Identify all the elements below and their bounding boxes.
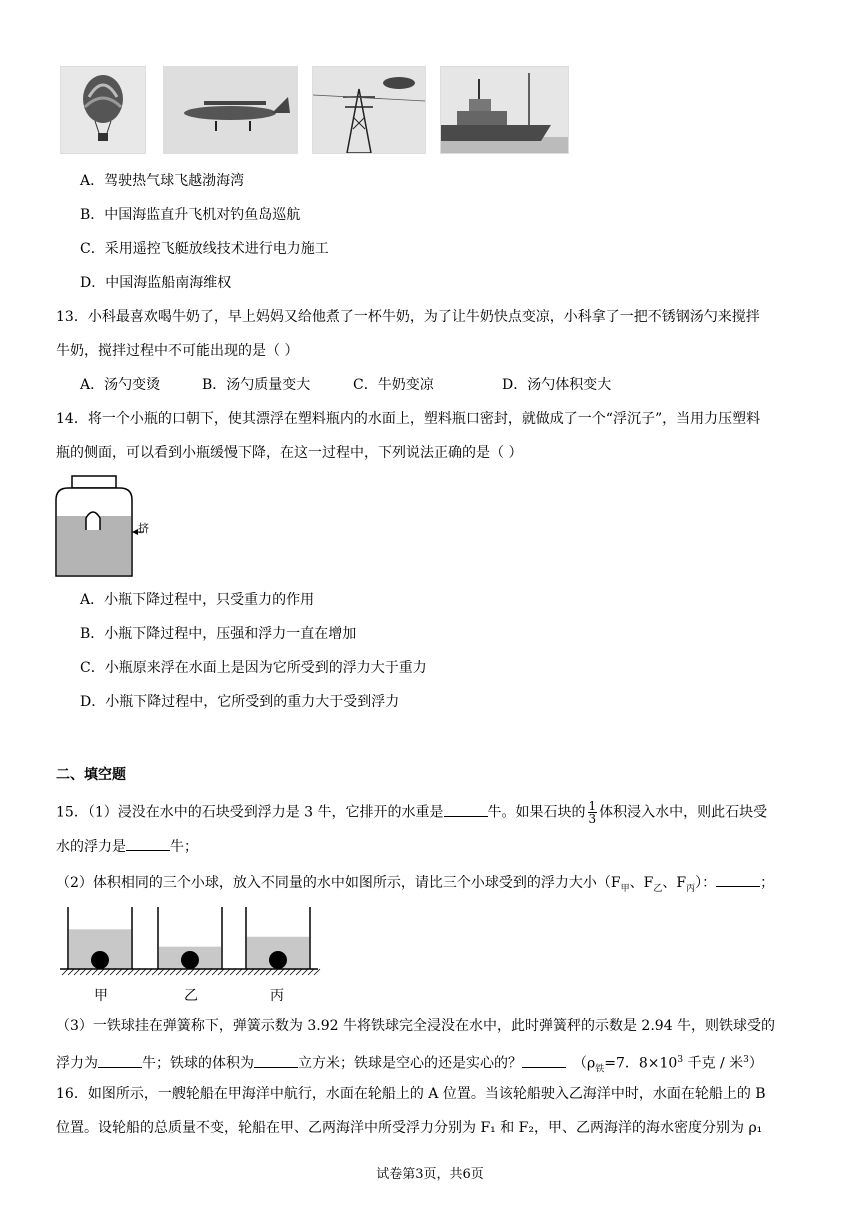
- fraction-one-third: [588, 800, 598, 825]
- ground-hatch: [146, 969, 152, 975]
- q13-option-d: D．汤勺体积变大: [502, 377, 612, 393]
- ground-hatch: [170, 969, 176, 975]
- ground-hatch: [62, 969, 68, 975]
- q15-blank-6[interactable]: [522, 1053, 566, 1068]
- subscript-yi: 乙: [653, 883, 663, 894]
- beaker-label-yi: 乙: [184, 988, 198, 1004]
- ground-hatch: [206, 969, 212, 975]
- q12-option-c: C．采用遥控飞艇放线技术进行电力施工: [80, 241, 329, 257]
- q15-blank-5[interactable]: [254, 1053, 298, 1068]
- fraction-numerator: 1: [588, 799, 597, 813]
- q12-option-d: D．中国海监船南海维权: [80, 275, 232, 291]
- q16-stem-line2: 位置。设轮船的总质量不变，轮船在甲、乙两海洋中所受浮力分别为 F₁ 和 F₂，甲、乙两海洋的海水密度分别为 ρ₁: [56, 1120, 763, 1136]
- q14-option-a: A．小瓶下降过程中，只受重力的作用: [80, 592, 315, 608]
- ball-yi: [181, 951, 199, 969]
- q12-option-b: B．中国海监直升飞机对钓鱼岛巡航: [80, 207, 301, 223]
- q15-p3-text-f: =7．8×10: [604, 1055, 678, 1072]
- q15-p3-text-g: 千克 / 米: [683, 1055, 744, 1072]
- q15-blank-1[interactable]: [444, 802, 488, 817]
- ground-hatch: [164, 969, 170, 975]
- q14-option-d: D．小瓶下降过程中，它所受到的重力大于受到浮力: [80, 694, 400, 710]
- q15-p3-text-d: 立方米；铁球是空心的还是实心的？: [298, 1055, 522, 1072]
- q15-p1-text-d: 水的浮力是: [56, 839, 126, 855]
- ground-hatch: [212, 969, 218, 975]
- rho-subscript: 铁: [595, 1064, 605, 1075]
- beaker-label-jia: 甲: [94, 988, 108, 1004]
- q15-blank-4[interactable]: [98, 1053, 142, 1068]
- ground-hatch: [98, 969, 104, 975]
- ground-hatch: [260, 969, 266, 975]
- q12-option-a: A．驾驶热气球飞越渤海湾: [80, 173, 245, 189]
- section-fill-blank-heading: 二、填空题: [56, 767, 126, 783]
- ground-hatch: [140, 969, 146, 975]
- q15-p1-text-e: 牛；: [170, 839, 198, 855]
- q13-option-c: C．牛奶变凉: [353, 377, 434, 393]
- airplane-photo: [163, 66, 298, 154]
- ground-hatch: [284, 969, 290, 975]
- q13-stem-line2: 牛奶，搅拌过程中不可能出现的是（ ）: [56, 343, 299, 359]
- ground-hatch: [218, 969, 224, 975]
- ground-hatch: [314, 969, 320, 975]
- ground-hatch: [230, 969, 236, 975]
- subscript-jia: 甲: [620, 883, 630, 894]
- q15-part3-line2: [56, 1050, 763, 1079]
- q15-part1-line1: [56, 800, 767, 825]
- ground-hatch: [278, 969, 284, 975]
- ground-hatch: [122, 969, 128, 975]
- q15-p3-text-e: （ρ: [580, 1055, 596, 1072]
- ground-hatch: [158, 969, 164, 975]
- q15-p3-text-h: ）: [748, 1055, 763, 1072]
- ground-hatch: [74, 969, 80, 975]
- q15-p2-text-end: ；: [760, 875, 775, 891]
- ball-bing: [269, 951, 287, 969]
- unit-superscript: 3: [743, 1055, 749, 1065]
- ground-hatch: [110, 969, 116, 975]
- ground-hatch: [116, 969, 122, 975]
- three-beakers-figure: [60, 905, 322, 1005]
- page-footer: 试卷第3页，共6页: [376, 1167, 484, 1182]
- ground-hatch: [242, 969, 248, 975]
- ball-jia: [91, 951, 109, 969]
- ground-hatch: [68, 969, 74, 975]
- ground-hatch: [302, 969, 308, 975]
- ground-hatch: [188, 969, 194, 975]
- q14-stem-line1: 14．将一个小瓶的口朝下，使其漂浮在塑料瓶内的水面上，塑料瓶口密封，就做成了一个“浮沉子”，当用力压塑料: [56, 411, 761, 427]
- ground-hatch: [182, 969, 188, 975]
- ground-hatch: [236, 969, 242, 975]
- ground-hatch: [152, 969, 158, 975]
- hot-air-balloon-photo: [60, 66, 146, 154]
- q13-option-a: A．汤勺变烫: [80, 377, 161, 393]
- q15-p2-text-b: ）：: [695, 875, 717, 891]
- q15-part3-line1: （3）一铁球挂在弹簧称下，弹簧示数为 3.92 牛将铁球完全浸没在水中，此时弹簧秤的示数是 2.94 牛，则铁球受的: [56, 1018, 776, 1034]
- ground-hatch: [134, 969, 140, 975]
- patrol-ship-photo: [440, 66, 569, 154]
- q15-p1-text-a: 15．（1）浸没在水中的石块受到浮力是 3 牛，它排开的水重是: [56, 804, 444, 821]
- ground-hatch: [200, 969, 206, 975]
- q15-p2-text-a: （2）体积相同的三个小球，放入不同量的水中如图所示，请比三个小球受到的浮力大小（F: [56, 875, 621, 891]
- q15-p3-text-b: 浮力为: [56, 1055, 98, 1072]
- ground-hatch: [248, 969, 254, 975]
- q16-stem-line1: 16．如图所示，一艘轮船在甲海洋中航行，水面在轮船上的 A 位置。当该轮船驶入乙海洋中时，水面在轮船上的 B: [56, 1086, 766, 1102]
- q15-part2-line: （2）体积相同的三个小球，放入不同量的水中如图所示，请比三个小球受到的浮力大小（$F_甲$、$F_乙$、$F_丙$）： ；: [56, 872, 774, 899]
- ground-hatch: [254, 969, 260, 975]
- q14-option-b: B．小瓶下降过程中，压强和浮力一直在增加: [80, 626, 357, 642]
- beaker-label-bing: 丙: [270, 988, 284, 1004]
- ground-hatch: [224, 969, 230, 975]
- q15-blank-2[interactable]: [126, 836, 170, 851]
- ground-hatch: [86, 969, 92, 975]
- subscript-bing: 丙: [686, 883, 696, 894]
- q15-p1-text-b: 牛。如果石块的: [487, 804, 586, 821]
- q13-option-b: B．汤勺质量变大: [202, 377, 311, 393]
- ground-hatch: [266, 969, 272, 975]
- ground-hatch: [176, 969, 182, 975]
- q15-p3-text-c: 牛；铁球的体积为: [142, 1055, 254, 1072]
- fraction-denominator: 3: [588, 812, 597, 826]
- q15-p1-text-c: 体积浸入水中，则此石块受: [599, 804, 768, 821]
- q14-stem-line2: 瓶的侧面，可以看到小瓶缓慢下降，在这一过程中，下列说法正确的是（ ）: [56, 445, 523, 461]
- ground-hatch: [92, 969, 98, 975]
- ground-hatch: [194, 969, 200, 975]
- q14-option-c: C．小瓶原来浮在水面上是因为它所受到的浮力大于重力: [80, 660, 427, 676]
- ground-hatch: [80, 969, 86, 975]
- ground-hatch: [128, 969, 134, 975]
- ground-hatch: [272, 969, 278, 975]
- power-superscript: 3: [677, 1055, 684, 1065]
- q13-stem-line1: 13．小科最喜欢喝牛奶了，早上妈妈又给他煮了一杯牛奶，为了让牛奶快点变凉，小科拿了一把不锈钢汤勺来搅拌: [56, 309, 760, 325]
- ground-hatch: [104, 969, 110, 975]
- airship-power-line-photo: [312, 66, 426, 154]
- ground-hatch: [308, 969, 314, 975]
- q15-part1-line2: [56, 836, 198, 857]
- ground-hatch: [290, 969, 296, 975]
- press-label: 挤: [138, 522, 149, 535]
- cartesian-diver-figure: [52, 474, 152, 578]
- ground-hatch: [296, 969, 302, 975]
- q15-blank-3[interactable]: [716, 872, 760, 887]
